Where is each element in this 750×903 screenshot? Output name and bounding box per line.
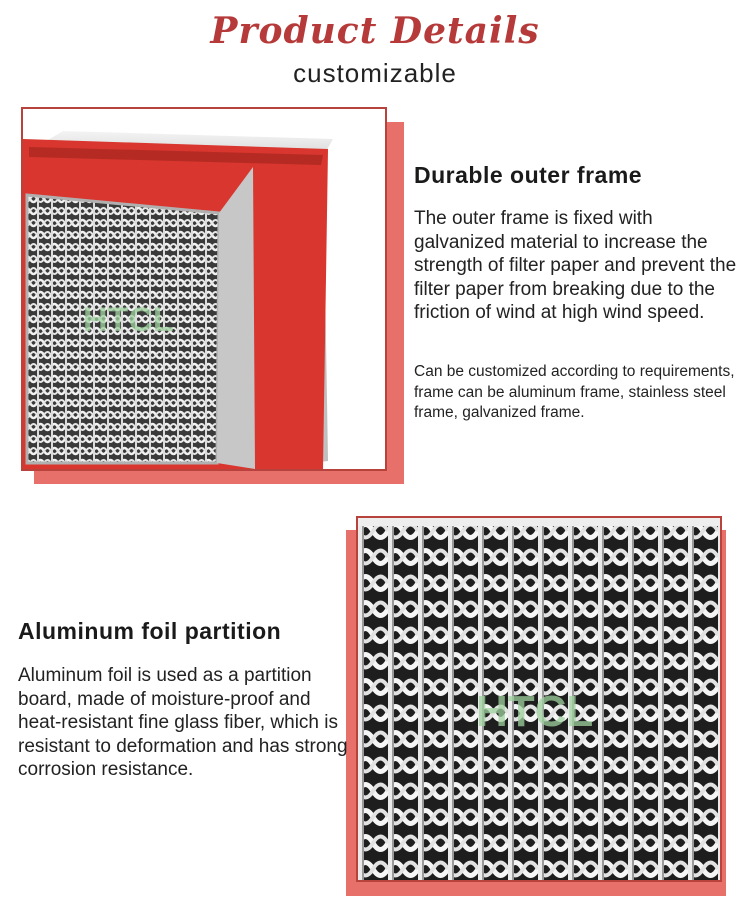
page-title: Product Details <box>210 10 540 52</box>
watermark-text: HTCL <box>83 301 174 339</box>
aluminum-partition-photo <box>356 516 722 882</box>
section2-body: Aluminum foil is used as a partition board, made of moisture-proof and heat-resistant fine glass fiber, which is resistant to deformation and has strong corrosion resistance. <box>18 665 348 780</box>
section1-body: The outer frame is fixed with galvanized material to increase the strength of filter paper and prevent the filter paper from breaking due to the friction of wind at high wind speed. <box>414 208 737 323</box>
section1-note: Can be customized according to requirements, frame can be aluminum frame, stainless steel frame, galvanized frame. <box>414 363 735 421</box>
page-subtitle: customizable <box>293 58 457 88</box>
watermark-text-2: HTCL <box>476 687 594 736</box>
section1-heading: Durable outer frame <box>414 162 643 188</box>
filter-frame-photo <box>21 107 387 471</box>
section2-heading: Aluminum foil partition <box>18 618 282 644</box>
